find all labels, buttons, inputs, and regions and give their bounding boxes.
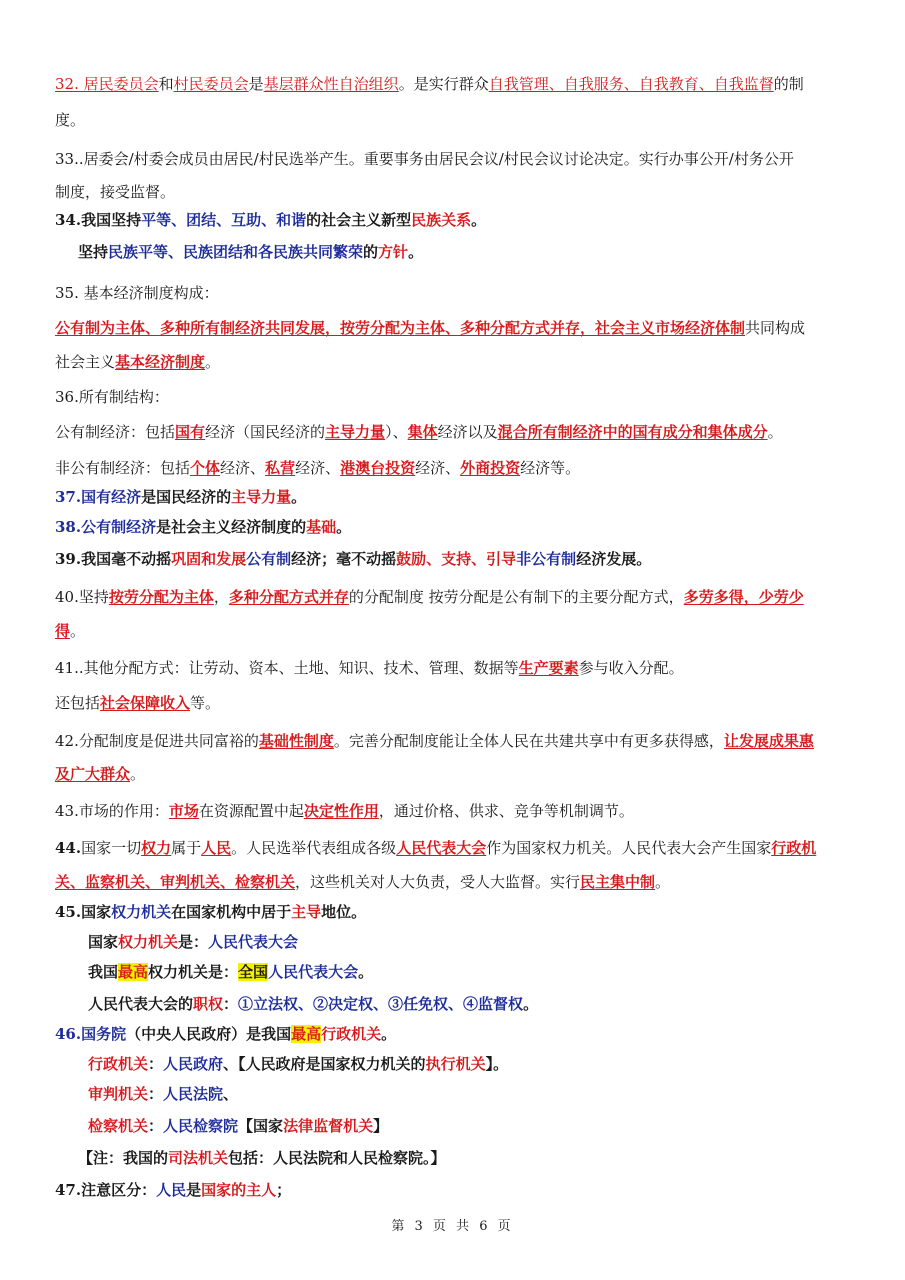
text-segment: 市场 (168, 802, 199, 820)
text-segment: 34.我国坚持 (55, 211, 142, 229)
text-segment: ，这些机关对人大负责，受人大监督。实行 (295, 873, 581, 891)
text-segment: 集体 (407, 423, 438, 441)
text-segment: 】。 (485, 1055, 509, 1073)
text-line (55, 799, 855, 823)
text-segment: 是 (186, 1181, 202, 1199)
text-segment: 行政机关 (88, 1055, 149, 1073)
text-line (78, 1146, 855, 1170)
text-segment: 港澳台投资 (340, 459, 416, 477)
text-segment: 人民代表大会 (396, 839, 487, 857)
text-segment: 人民法院 (163, 1085, 224, 1103)
text-segment: 基本经济制度 (115, 353, 206, 371)
text-segment: 40.坚持 (55, 588, 109, 606)
text-segment: 经济、 (295, 459, 341, 477)
text-segment: 度。 (55, 111, 86, 129)
text-segment: ； (276, 1181, 292, 1199)
text-line (55, 208, 855, 232)
text-segment: 按劳分配为主体 (108, 588, 214, 606)
text-segment: （中央人民政府）是我国 (126, 1025, 292, 1043)
text-segment: 权力机关 (118, 933, 179, 951)
text-segment: 公有制经济：包括 (55, 423, 176, 441)
text-segment: 公有制 (246, 550, 292, 568)
text-segment: 公有制为主体、多种所有制经济共同发展，按劳分配为主体、多种分配方式并存，社会主义市场经济体制 (55, 319, 746, 337)
text-segment: 。 (130, 765, 146, 783)
text-segment: 。 (205, 353, 221, 371)
text-segment: ， (213, 588, 229, 606)
page-footer: 第 3 页 共 6 页 (391, 1219, 514, 1234)
text-segment: 非公有制经济：包括 (55, 459, 191, 477)
text-segment: 46.国务院 (55, 1025, 127, 1043)
text-segment: 经济（国民经济的 (205, 423, 326, 441)
text-segment: 包括：人民法院和人民检察院。】 (228, 1149, 446, 1167)
text-segment: 经济等。 (520, 459, 581, 477)
text-segment: 【注：我国的 (78, 1149, 169, 1167)
text-segment: 等。 (190, 694, 221, 712)
text-segment: 在资源配置中起 (198, 802, 304, 820)
text-segment: 国有 (175, 423, 206, 441)
text-segment: 是： (178, 933, 209, 951)
text-segment: 基层群众性自治组织 (263, 75, 399, 93)
text-line (55, 1178, 855, 1202)
text-line (55, 147, 855, 171)
text-segment: ： (148, 1085, 164, 1103)
text-segment: 44. (55, 839, 82, 857)
text-segment: 关、监察机关、审判机关、检察机关 (55, 873, 296, 891)
text-segment: 私营 (265, 459, 296, 477)
text-segment: 得 (55, 622, 71, 640)
text-line (55, 456, 855, 480)
text-segment: 我国 (88, 963, 119, 981)
text-segment: 。 (408, 243, 424, 261)
text-segment: ①立法权、②决定权、③任免权、④监督权 (238, 995, 524, 1013)
text-segment: 国家 (88, 933, 119, 951)
text-segment: 外商投资 (460, 459, 521, 477)
text-segment: 社会保障收入 (100, 694, 191, 712)
text-segment: 的 (363, 243, 379, 261)
text-segment: 国家一切 (81, 839, 142, 857)
text-segment: 、 (223, 1085, 239, 1103)
text-line (55, 900, 855, 924)
text-line (55, 656, 855, 680)
text-segment: 多劳多得，少劳少 (683, 588, 804, 606)
text-segment: 国家的主人 (201, 1181, 277, 1199)
text-segment: 决定性作用 (303, 802, 379, 820)
text-segment: 行政机关 (321, 1025, 382, 1043)
text-segment: 还包括 (55, 694, 101, 712)
text-segment: 43.市场的作用： (55, 802, 169, 820)
text-segment: 。 (523, 995, 539, 1013)
text-segment: 。 (336, 518, 352, 536)
text-segment: 执行机关 (425, 1055, 486, 1073)
text-segment: 经济、 (220, 459, 266, 477)
text-line (55, 316, 855, 340)
text-line (88, 992, 855, 1016)
text-line (55, 870, 855, 894)
text-line (88, 930, 855, 954)
text-segment: 社会主义 (55, 353, 116, 371)
text-line (55, 108, 855, 132)
text-segment: 人民检察院 (163, 1117, 239, 1135)
text-segment: 多种分配方式并存 (228, 588, 349, 606)
text-segment: 47.注意区分： (55, 1181, 157, 1199)
text-line (88, 1052, 855, 1076)
text-line (88, 1082, 855, 1106)
text-segment: 行政机 (771, 839, 817, 857)
text-segment: 职权 (193, 995, 224, 1013)
text-segment: 村民委员会 (173, 75, 249, 93)
text-line (88, 960, 855, 984)
text-segment: 检察机关 (88, 1117, 149, 1135)
text-segment: 非公有制 (516, 550, 577, 568)
text-line (55, 350, 855, 374)
text-segment: 巩固和发展 (171, 550, 247, 568)
text-segment: 。 (655, 873, 671, 891)
text-segment: 42.分配制度是促进共同富裕的 (55, 732, 259, 750)
text-segment: 方针 (378, 243, 409, 261)
text-line (88, 1114, 855, 1138)
text-segment: 。人民选举代表组成各级 (231, 839, 397, 857)
text-segment: 经济以及 (437, 423, 498, 441)
text-segment: 。 (70, 622, 86, 640)
text-segment: 39.我国毫不动摇 (55, 550, 172, 568)
text-segment: 和 (158, 75, 174, 93)
text-segment: 人民政府 (163, 1055, 224, 1073)
text-segment: 37.国有经济 (55, 488, 142, 506)
text-segment: 鼓励、支持、引导 (396, 550, 517, 568)
text-line (55, 515, 855, 539)
text-line (55, 485, 855, 509)
text-segment: 。 (381, 1025, 397, 1043)
text-line (55, 281, 855, 305)
text-segment: 主导 (291, 903, 322, 921)
text-segment: 全国 (238, 963, 269, 981)
text-segment: 人民 (156, 1181, 187, 1199)
text-segment: 民族关系 (411, 211, 472, 229)
text-segment: 45.国家 (55, 903, 112, 921)
text-line (55, 762, 855, 786)
text-segment: 地位。 (321, 903, 367, 921)
text-segment: 制度，接受监督。 (55, 183, 176, 201)
text-segment: 】 (373, 1117, 389, 1135)
text-segment: 人民代表大会 (208, 933, 299, 951)
text-segment: 最高 (291, 1025, 322, 1043)
text-line (55, 691, 855, 715)
text-segment: 作为国家权力机关。人民代表大会产生国家 (486, 839, 772, 857)
text-segment: 35. 基本经济制度构成： (55, 284, 219, 302)
text-segment: 是 (248, 75, 264, 93)
text-segment: 司法机关 (168, 1149, 229, 1167)
text-segment: 的制 (773, 75, 804, 93)
text-segment: 是社会主义经济制度的 (156, 518, 307, 536)
text-segment: 参与收入分配。 (578, 659, 684, 677)
text-segment: 的分配制度 按劳分配是公有制下的主要分配方式， (348, 588, 684, 606)
text-segment: ： (148, 1117, 164, 1135)
text-line (55, 1022, 855, 1046)
text-line (78, 240, 855, 264)
text-segment: 。完善分配制度能让全体人民在共建共享中有更多获得感， (333, 732, 724, 750)
text-line (55, 547, 855, 571)
text-segment: 平等、团结、互助、和谐 (141, 211, 307, 229)
text-segment: 民主集中制 (580, 873, 656, 891)
text-segment: 。是实行群众 (398, 75, 489, 93)
text-segment: 法律监督机关 (283, 1117, 374, 1135)
text-segment: 。 (767, 423, 783, 441)
text-segment: 、【人民政府是国家权力机关的 (223, 1055, 426, 1073)
text-segment: 及广大群众 (55, 765, 131, 783)
text-segment: 让发展成果惠 (723, 732, 814, 750)
text-segment: ： (223, 995, 239, 1013)
text-segment: 民族平等、民族团结和各民族共同繁荣 (108, 243, 364, 261)
text-segment: 坚持 (78, 243, 109, 261)
text-segment: 属于 (171, 839, 202, 857)
text-segment: 在国家机构中居于 (171, 903, 292, 921)
text-line (55, 72, 855, 96)
text-segment: 权力机关是： (148, 963, 239, 981)
text-segment: 共同构成 (745, 319, 806, 337)
text-segment: ，通过价格、供求、竞争等机制调节。 (378, 802, 634, 820)
text-segment: 混合所有制经济中的国有成分和集体成分 (497, 423, 768, 441)
text-segment: 个体 (190, 459, 221, 477)
text-segment: ）、 (385, 423, 408, 441)
text-segment: 基础 (306, 518, 337, 536)
text-segment: 【国家 (238, 1117, 284, 1135)
text-segment: 权力机关 (111, 903, 172, 921)
text-segment: 。 (471, 211, 487, 229)
text-segment: 审判机关 (88, 1085, 149, 1103)
text-segment: 主导力量 (231, 488, 292, 506)
text-segment: 。 (358, 963, 374, 981)
text-segment: 生产要素 (518, 659, 579, 677)
text-segment: 38.公有制经济 (55, 518, 157, 536)
text-segment: 经济；毫不动摇 (291, 550, 397, 568)
text-line (55, 180, 855, 204)
text-segment: 经济发展。 (576, 550, 652, 568)
text-segment: 自我管理、自我服务、自我教育、自我监督 (488, 75, 774, 93)
text-segment: 主导力量 (325, 423, 386, 441)
text-line (55, 585, 855, 609)
text-segment: 32. 居民委员会 (55, 75, 159, 93)
text-segment: 基础性制度 (258, 732, 334, 750)
text-segment: 人民 (201, 839, 232, 857)
text-segment: 41..其他分配方式：让劳动、资本、土地、知识、技术、管理、数据等 (55, 659, 519, 677)
text-segment: ： (148, 1055, 164, 1073)
text-segment: 权力 (141, 839, 172, 857)
text-line (55, 619, 855, 643)
text-segment: 36.所有制结构： (55, 388, 169, 406)
text-segment: 人民代表大会 (268, 963, 359, 981)
text-line (55, 385, 855, 409)
text-segment: 的社会主义新型 (306, 211, 412, 229)
text-segment: 经济、 (415, 459, 461, 477)
text-segment: 33..居委会/村委会成员由居民/村民选举产生。重要事务由居民会议/村民会议讨论决定。实行办事公开/村务公开 (55, 150, 794, 168)
text-segment: 是国民经济的 (141, 488, 232, 506)
text-segment: 人民代表大会的 (88, 995, 194, 1013)
text-segment: 。 (291, 488, 307, 506)
text-segment: 最高 (118, 963, 149, 981)
text-line (55, 729, 855, 753)
text-line (55, 420, 855, 444)
text-line (55, 836, 855, 860)
